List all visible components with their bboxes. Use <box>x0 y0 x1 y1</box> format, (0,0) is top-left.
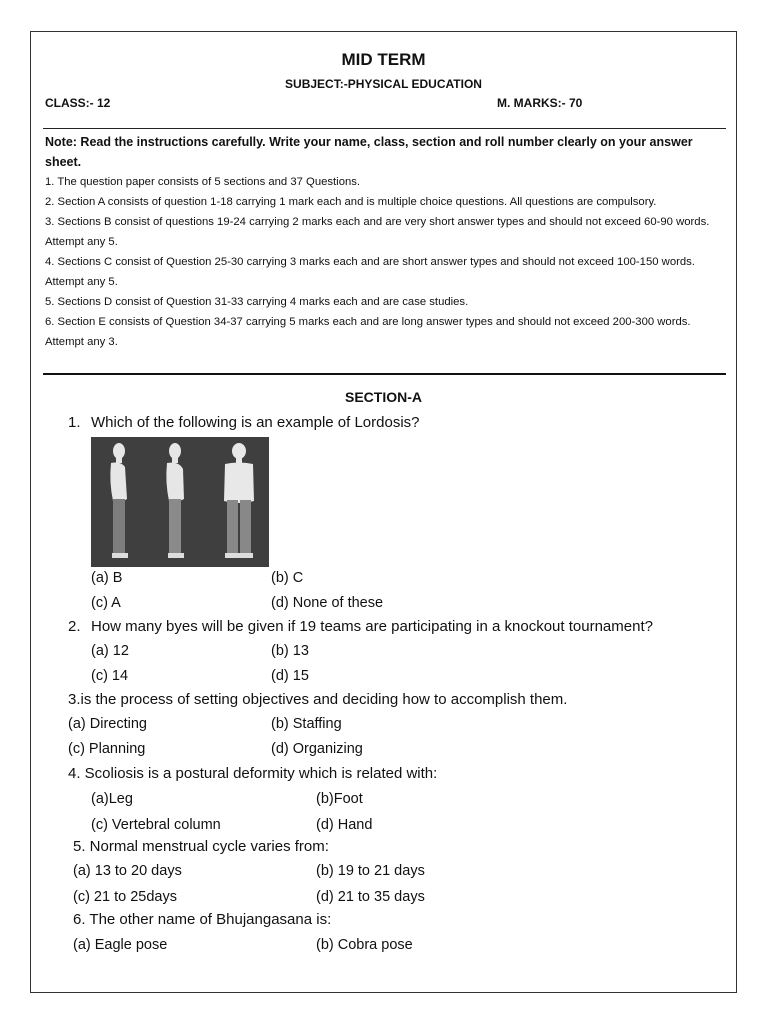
option-d: (d) Hand <box>316 817 373 833</box>
option-d: (d) 15 <box>271 668 309 684</box>
option-b: (b) 19 to 21 days <box>316 863 425 879</box>
instruction-item: 6. Section E consists of Question 34-37 carrying 5 marks each and are long answer types and should not exceed 200-300 words. Attempt any 3. <box>45 316 691 348</box>
section-heading: SECTION-A <box>345 389 422 405</box>
option-b: (b) Staffing <box>271 716 342 732</box>
exam-paper <box>30 31 737 993</box>
class-label: CLASS:- 12 <box>45 96 111 110</box>
question-number: 2. <box>68 618 81 635</box>
divider <box>43 128 726 129</box>
option-c: (c) Planning <box>68 741 146 757</box>
option-b: (b) Cobra pose <box>316 937 413 953</box>
question-text: 5. Normal menstrual cycle varies from: <box>73 838 329 855</box>
instruction-item: 5. Sections D consist of Question 31-33 carrying 4 marks each and are case studies. <box>45 296 469 308</box>
question-text: 3.is the process of setting objectives and deciding how to accomplish them. <box>68 691 568 708</box>
max-marks-label: M. MARKS:- 70 <box>497 96 583 110</box>
posture-figure-image <box>91 437 269 567</box>
option-a: (a) B <box>91 570 123 586</box>
subject-line: SUBJECT:-PHYSICAL EDUCATION <box>285 77 482 91</box>
instruction-item: 4. Sections C consist of Question 25-30 carrying 3 marks each and are short answer types and should not exceed 100-150 words. Attempt any 5. <box>45 256 695 288</box>
instruction-item: 3. Sections B consist of questions 19-24 carrying 2 marks each and are very short answer types and should not exceed 60-90 words. Attempt any 5. <box>45 216 710 248</box>
option-a: (a) Eagle pose <box>73 937 168 953</box>
instructions-list <box>45 172 725 352</box>
option-a: (a) 12 <box>91 643 129 659</box>
option-a: (a) 13 to 20 days <box>73 863 182 879</box>
option-d: (d) 21 to 35 days <box>316 889 425 905</box>
option-c: (c) Vertebral column <box>91 817 221 833</box>
option-d: (d) Organizing <box>271 741 363 757</box>
option-a: (a)Leg <box>91 791 133 807</box>
instruction-item: 1. The question paper consists of 5 sections and 37 Questions. <box>45 176 361 188</box>
option-b: (b)Foot <box>316 791 363 807</box>
instruction-item: 2. Section A consists of question 1-18 carrying 1 mark each and is multiple choice questions. All questions are compulsory. <box>45 196 657 208</box>
question-number: 1. <box>68 414 81 431</box>
question-text: 6. The other name of Bhujangasana is: <box>73 911 332 928</box>
option-b: (b) C <box>271 570 304 586</box>
option-a: (a) Directing <box>68 716 147 732</box>
exam-title: MID TERM <box>341 50 426 69</box>
option-c: (c) 14 <box>91 668 129 684</box>
divider <box>43 373 726 375</box>
instructions-note: Note: Read the instructions carefully. Write your name, class, section and roll number clearly on your answer sheet. <box>45 135 693 169</box>
question-text: Which of the following is an example of Lordosis? <box>91 414 420 431</box>
question-text: 4. Scoliosis is a postural deformity which is related with: <box>68 765 438 782</box>
option-d: (d) None of these <box>271 595 384 611</box>
option-c: (c) A <box>91 595 121 611</box>
option-c: (c) 21 to 25days <box>73 889 177 905</box>
question-text: How many byes will be given if 19 teams are participating in a knockout tournament? <box>91 618 653 635</box>
option-b: (b) 13 <box>271 643 309 659</box>
